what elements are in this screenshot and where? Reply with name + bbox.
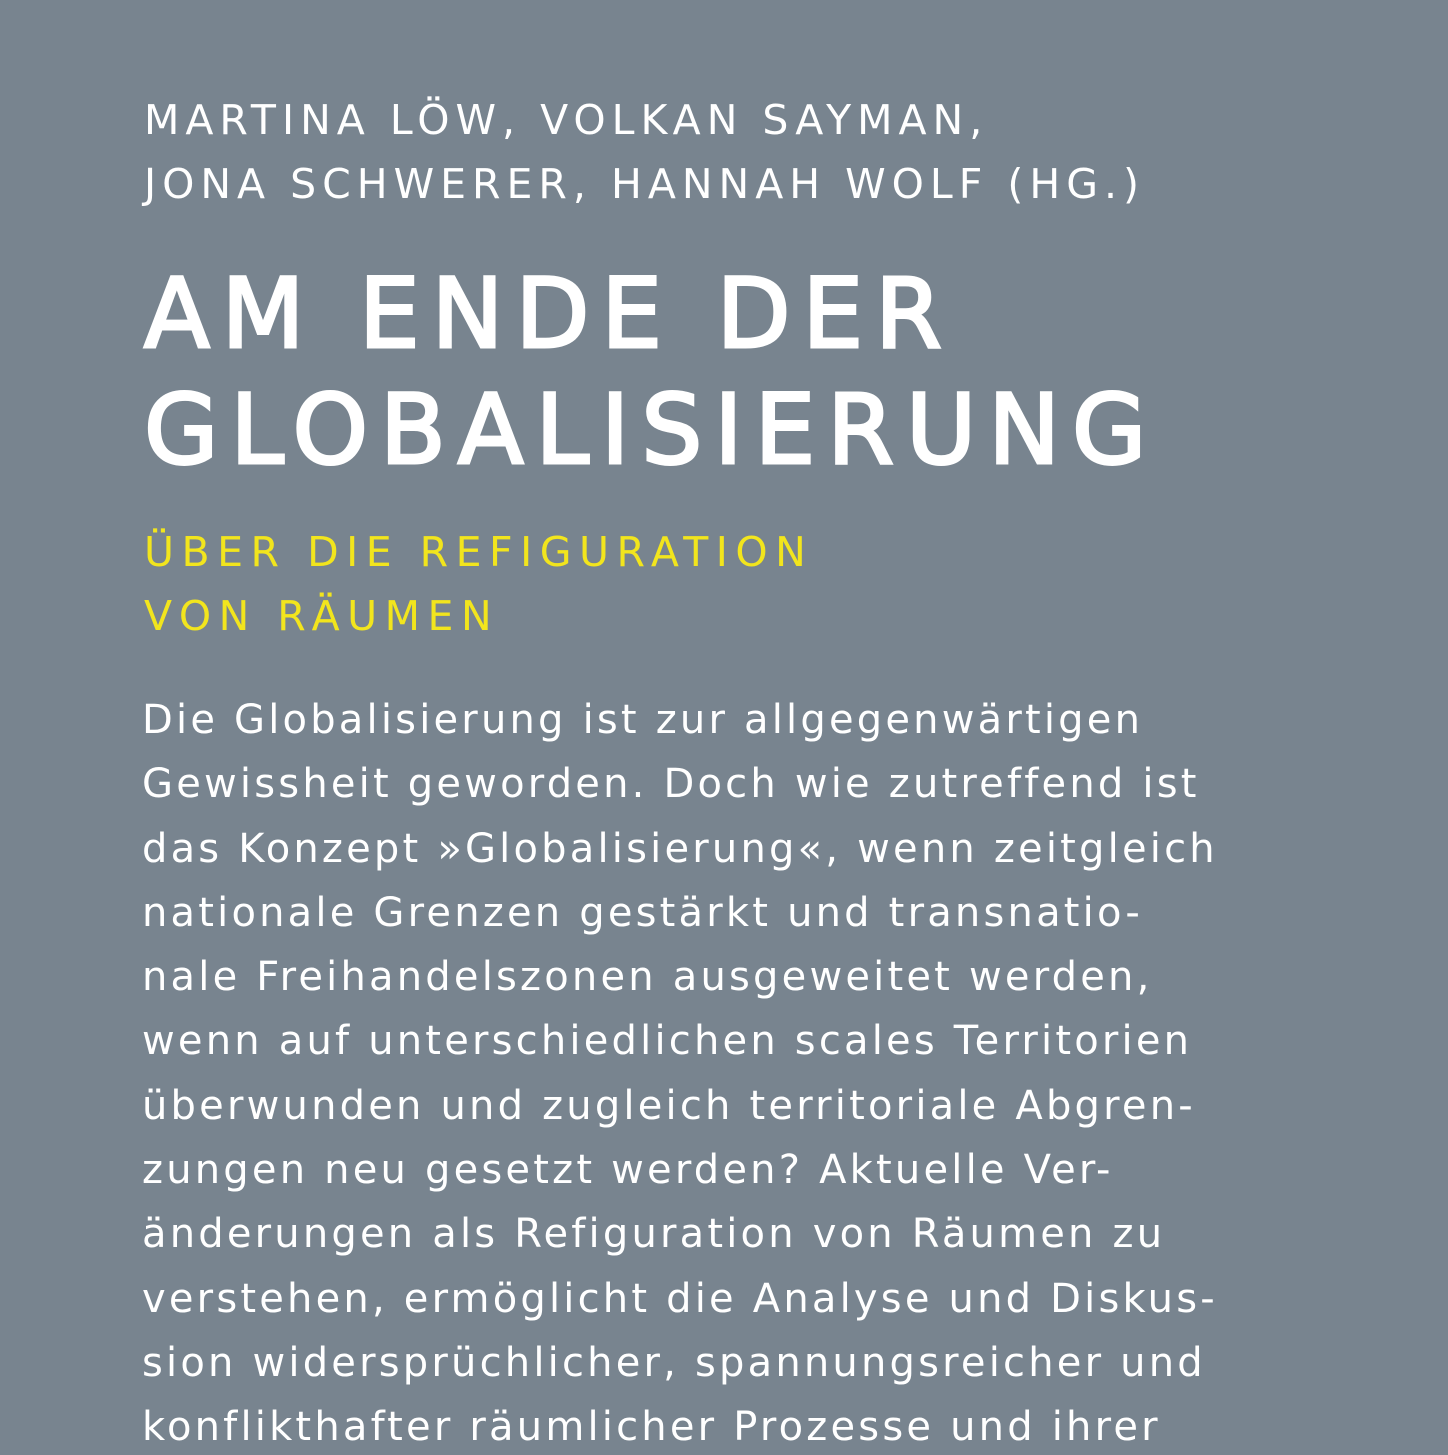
book-title xyxy=(144,256,1394,488)
blurb-line: zungen neu gesetzt werden? Aktuelle Ver- xyxy=(142,1147,1114,1194)
cover-blurb xyxy=(142,688,1392,1455)
editors-list xyxy=(144,88,1344,216)
blurb-line: das Konzept »Globalisierung«, wenn zeitgleich xyxy=(142,825,1218,872)
blurb-line: überwunden und zugleich territoriale Abgren- xyxy=(142,1082,1196,1129)
editors-line-1: MARTINA LÖW, VOLKAN SAYMAN, xyxy=(144,96,989,144)
book-subtitle xyxy=(144,520,1344,648)
blurb-line: konflikthafter räumlicher Prozesse und ihrer xyxy=(142,1404,1161,1451)
blurb-line: Die Globalisierung ist zur allgegenwärtigen xyxy=(142,697,1144,743)
book-title-line-1: AM ENDE DER xyxy=(144,258,954,370)
blurb-line: sion widersprüchlicher, spannungsreicher und xyxy=(142,1339,1206,1386)
book-title-line-2: GLOBALISIERUNG xyxy=(144,374,1159,486)
blurb-line: wenn auf unterschiedlichen scales Territorien xyxy=(142,1018,1193,1065)
editors-line-2: JONA SCHWERER, HANNAH WOLF (HG.) xyxy=(144,160,1146,208)
blurb-line: nationale Grenzen gestärkt und transnatio- xyxy=(142,889,1144,936)
book-subtitle-line-2: VON RÄUMEN xyxy=(144,592,500,640)
blurb-line: verstehen, ermöglicht die Analyse und Diskus- xyxy=(142,1275,1218,1322)
blurb-line: nale Freihandelszonen ausgeweitet werden, xyxy=(142,954,1153,1001)
blurb-line: Gewissheit geworden. Doch wie zutreffend ist xyxy=(142,761,1200,808)
blurb-line: änderungen als Refiguration von Räumen zu xyxy=(142,1211,1166,1258)
book-subtitle-line-1: ÜBER DIE REFIGURATION xyxy=(144,528,814,576)
